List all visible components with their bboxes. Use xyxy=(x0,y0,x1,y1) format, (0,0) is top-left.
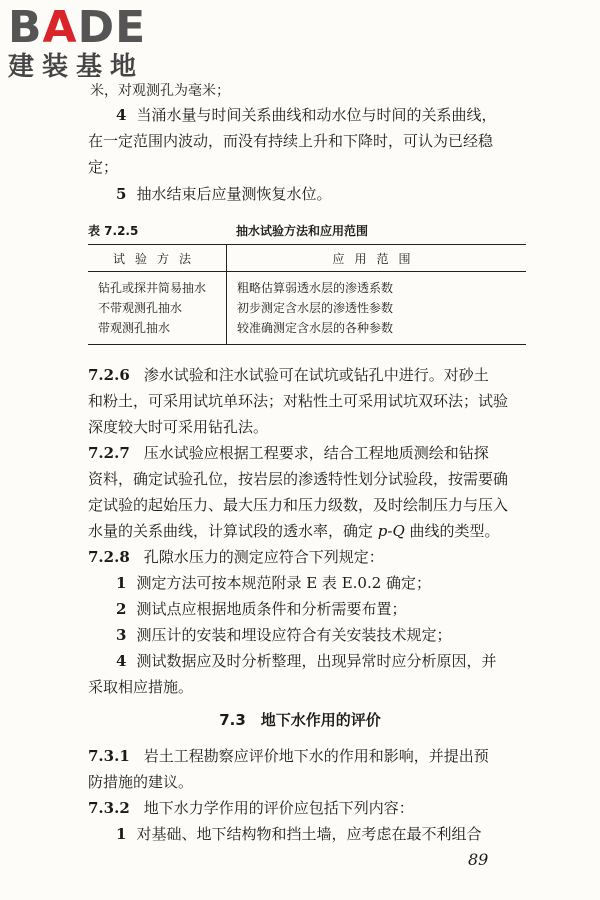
table-cell-method: 钻孔或探井简易抽水 不带观测孔抽水 带观测孔抽水 xyxy=(88,272,227,345)
item-7-2-8-4-line-1: 4 测试数据应及时分析整理，出现异常时应分析原因，并 xyxy=(116,652,497,670)
item-7-2-8-1: 1 测定方法可按本规范附录 E 表 E.0.2 确定； xyxy=(116,574,432,592)
item-7-2-8-4-line-2: 采取相应措施。 xyxy=(88,678,194,696)
clause-7-2-8: 7.2.8 孔隙水压力的测定应符合下列规定： xyxy=(88,548,384,566)
clause-7-3-1-line-2: 防措施的建议。 xyxy=(88,773,194,791)
item-4-line-2: 在一定范围内波动，而没有持续上升和下降时，可认为已经稳 xyxy=(88,132,494,150)
clause-7-2-7-line-1: 7.2.7 压水试验应根据工程要求，结合工程地质测绘和钻探 xyxy=(88,444,489,462)
item-5-line-1: 5 抽水结束后应量测恢复水位。 xyxy=(116,185,332,203)
clause-7-2-7-line-2: 资料，确定试验孔位，按岩层的渗透特性划分试验段，按需要确 xyxy=(88,470,509,488)
clause-7-2-6-line-3: 深度较大时可采用钻孔法。 xyxy=(88,418,269,436)
section-heading: 7.3 地下水作用的评价 xyxy=(219,711,381,729)
clause-7-2-6-line-1: 7.2.6 渗水试验和注水试验可在试坑或钻孔中进行。对砂土 xyxy=(88,366,489,384)
clause-7-2-7-line-4: 水量的关系曲线，计算试段的透水率，确定 p-Q 曲线的类型。 xyxy=(88,522,500,540)
page-number: 89 xyxy=(468,850,489,869)
table-id: 表 7.2.5 xyxy=(88,224,139,238)
table-title: 抽水试验方法和应用范围 xyxy=(236,224,369,238)
table-row xyxy=(88,272,526,345)
table-header-scope: 应用范围 xyxy=(227,245,527,272)
table-header-method: 试验方法 xyxy=(88,245,227,272)
logo-subtitle: 建装基地 xyxy=(8,52,145,82)
clause-7-3-1-line-1: 7.3.1 岩土工程勘察应评价地下水的作用和影响，并提出预 xyxy=(88,747,489,765)
item-7-2-8-3: 3 测压计的安装和埋设应符合有关安装技术规定； xyxy=(116,626,452,644)
item-4-line-3: 定； xyxy=(88,158,119,176)
bade-logo xyxy=(8,4,146,82)
carryover-text: 米，对观测孔为毫米； xyxy=(90,83,230,99)
clause-7-2-6-line-2: 和粉土，可采用试坑单环法；对粘性土可采用试坑双环法；试验 xyxy=(88,392,509,410)
clause-7-2-7-line-3: 定试验的起始压力、最大压力和压力级数，及时绘制压力与压入 xyxy=(88,496,509,514)
logo-wordmark: BADE xyxy=(8,2,147,53)
table-cell-scope: 粗略估算弱透水层的渗透系数 初步测定含水层的渗透性参数 较准确测定含水层的各种参数 xyxy=(237,281,394,335)
item-7-3-2-1: 1 对基础、地下结构物和挡土墙，应考虑在最不利组合 xyxy=(116,825,482,843)
item-7-2-8-2: 2 测试点应根据地质条件和分析需要布置； xyxy=(116,600,407,618)
item-4-line-1: 4 当涌水量与时间关系曲线和动水位与时间的关系曲线， xyxy=(116,106,497,124)
clause-7-3-2: 7.3.2 地下水力学作用的评价应包括下列内容： xyxy=(88,799,414,817)
pumping-test-table xyxy=(88,244,526,345)
